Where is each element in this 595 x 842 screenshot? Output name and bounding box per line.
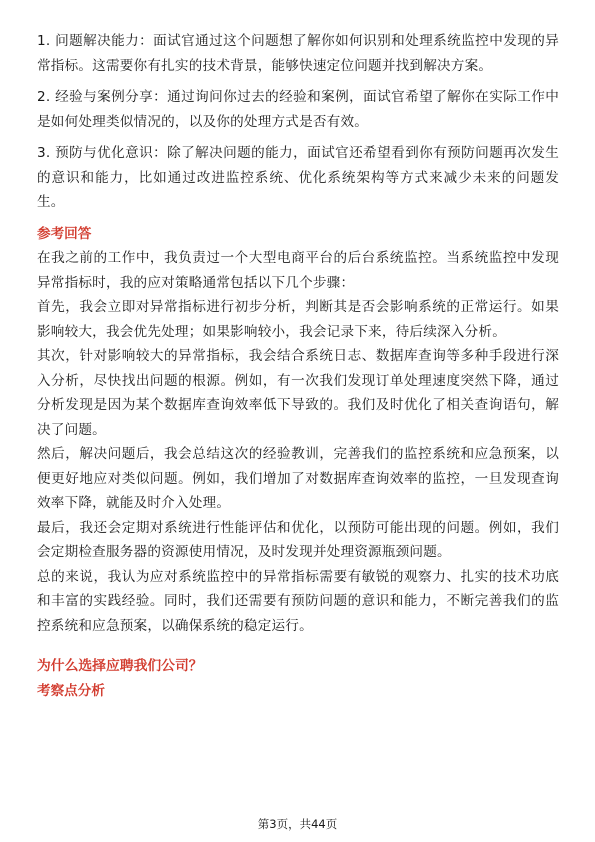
answer-heading: 参考回答 xyxy=(37,225,92,242)
list-item-problem-solving: 1. 问题解决能力：面试官通过这个问题想了解你如何识别和处理系统监控中发现的异常指标。这需要你有扎实的技术背景，能够快速定位问题并找到解决方案。 xyxy=(37,33,559,74)
answer-paragraph-second: 其次，针对影响较大的异常指标，我会结合系统日志、数据库查询等多种手段进行深入分析，尽快找出问题的根源。例如，有一次我们发现订单处理速度突然下降，通过分析发现是因为某个数据库查询效率低下导致的。我们及时优化了相关查询语句，解决了问题。 xyxy=(37,348,559,438)
next-question-heading: 为什么选择应聘我们公司？ xyxy=(37,658,203,674)
document-page xyxy=(37,29,559,703)
analysis-heading: 考察点分析 xyxy=(37,682,105,699)
answer-paragraph-first: 首先，我会立即对异常指标进行初步分析，判断其是否会影响系统的正常运行。如果影响较大，我会优先处理；如果影响较小，我会记录下来，待后续深入分析。 xyxy=(37,299,559,340)
page-footer: 第3页，共44页 xyxy=(257,817,338,831)
answer-paragraph-intro: 在我之前的工作中，我负责过一个大型电商平台的后台系统监控。当系统监控中发现异常指标时，我的应对策略通常包括以下几个步骤： xyxy=(37,250,559,291)
answer-paragraph-finally: 最后，我还会定期对系统进行性能评估和优化，以预防可能出现的问题。例如，我们会定期检查服务器的资源使用情况，及时发现并处理资源瓶颈问题。 xyxy=(37,519,559,560)
answer-paragraph-summary: 总的来说，我认为应对系统监控中的异常指标需要有敏锐的观察力、扎实的技术功底和丰富的实践经验。同时，我们还需要有预防问题的意识和能力，不断完善我们的监控系统和应急预案，以确保系统的稳定运行。 xyxy=(37,568,559,634)
answer-paragraph-then: 然后，解决问题后，我会总结这次的经验教训，完善我们的监控系统和应急预案，以便更好地应对类似问题。例如，我们增加了对数据库查询效率的监控，一旦发现查询效率下降，就能及时介入处理。 xyxy=(37,446,559,511)
list-item-experience: 2. 经验与案例分享：通过询问你过去的经验和案例，面试官希望了解你在实际工作中是如何处理类似情况的，以及你的处理方式是否有效。 xyxy=(37,89,559,130)
list-item-prevention: 3. 预防与优化意识：除了解决问题的能力，面试官还希望看到你有预防问题再次发生的意识和能力，比如通过改进监控系统、优化系统架构等方式来减少未来的问题发生。 xyxy=(37,145,559,210)
